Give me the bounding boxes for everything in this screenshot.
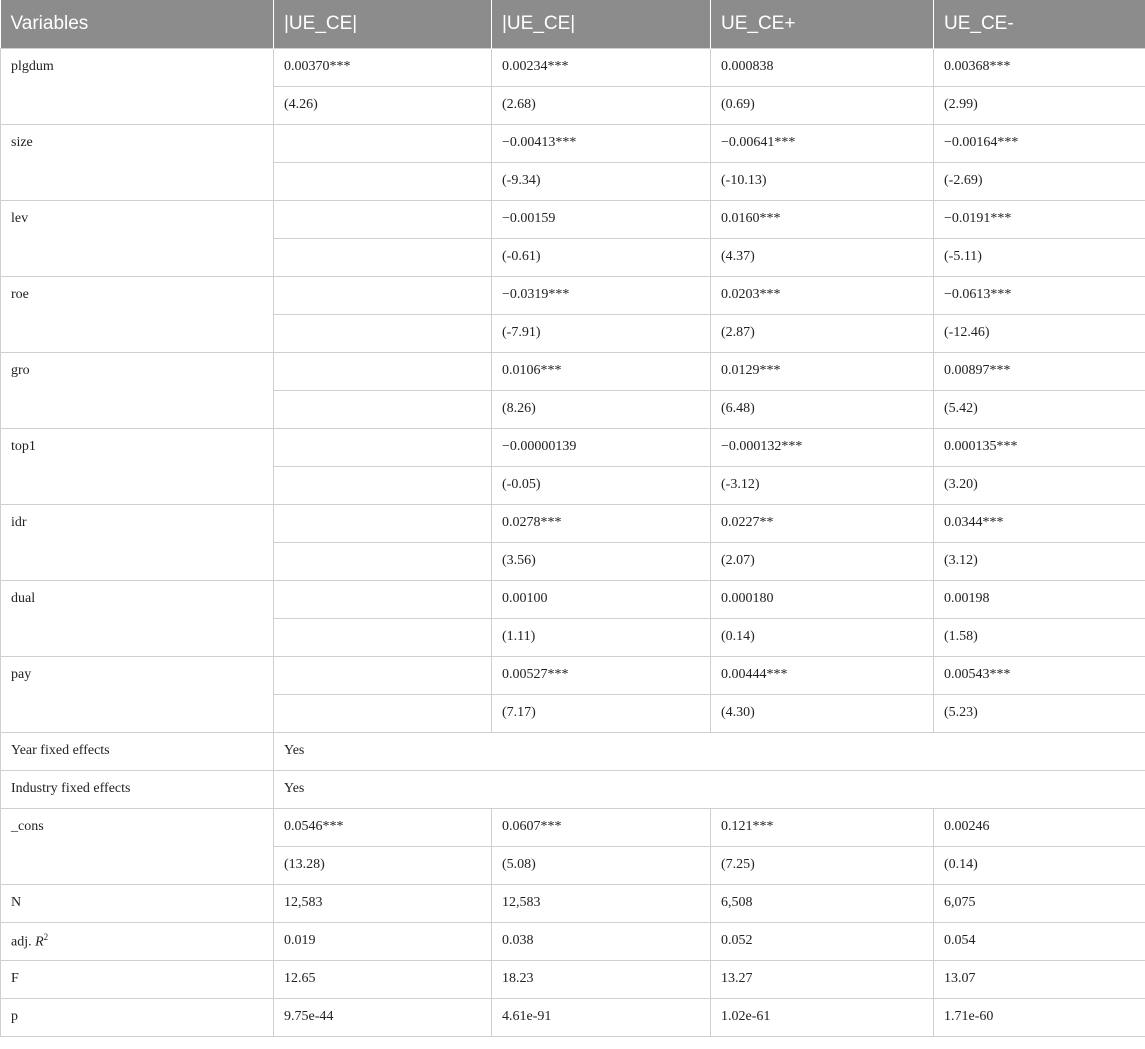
tstat-cell: (2.68) [492,86,711,124]
tstat-cell [274,618,492,656]
coef-cell: 0.00246 [934,808,1145,846]
coef-cell: −0.00164*** [934,124,1145,162]
coef-cell: 0.00897*** [934,352,1145,390]
variable-name: lev [1,200,274,276]
tstat-cell: (2.87) [711,314,934,352]
coef-cell [274,200,492,238]
stat-label: N [1,884,274,922]
coef-cell: 0.0344*** [934,504,1145,542]
tstat-cell: (-3.12) [711,466,934,504]
tstat-cell [274,694,492,732]
coef-cell: 0.00100 [492,580,711,618]
fixed-effects-label: Year fixed effects [1,732,274,770]
header-col-2: |UE_CE| [492,0,711,48]
coef-row [1,428,1145,466]
coef-cell [274,656,492,694]
header-col-1: |UE_CE| [274,0,492,48]
variable-name: gro [1,352,274,428]
tstat-cell [274,162,492,200]
tstat-cell: (0.69) [711,86,934,124]
coef-row [1,48,1145,86]
header-col-4: UE_CE- [934,0,1145,48]
tstat-cell [274,542,492,580]
coef-cell: −0.0613*** [934,276,1145,314]
tstat-cell: (13.28) [274,846,492,884]
coef-cell [274,580,492,618]
stat-cell: 4.61e-91 [492,998,711,1036]
stat-cell: 1.71e-60 [934,998,1145,1036]
tstat-cell: (-2.69) [934,162,1145,200]
coef-cell: 0.0278*** [492,504,711,542]
coef-row [1,124,1145,162]
stat-cell: 13.07 [934,960,1145,998]
tstat-cell: (5.42) [934,390,1145,428]
coef-cell: 0.000135*** [934,428,1145,466]
variable-name: idr [1,504,274,580]
tstat-cell: (5.08) [492,846,711,884]
stat-cell: 0.038 [492,922,711,960]
cons-row [1,808,1145,846]
stat-cell: 0.052 [711,922,934,960]
tstat-cell: (2.99) [934,86,1145,124]
variable-name: roe [1,276,274,352]
stat-label: p [1,998,274,1036]
coef-cell: 0.00370*** [274,48,492,86]
coef-row [1,580,1145,618]
tstat-cell: (-12.46) [934,314,1145,352]
stat-row-p [1,998,1145,1036]
fixed-effects-value: Yes [274,732,1145,770]
variable-name: plgdum [1,48,274,124]
tstat-cell: (7.25) [711,846,934,884]
table-body [1,48,1145,1036]
coef-cell: 0.0546*** [274,808,492,846]
coef-cell: 0.00368*** [934,48,1145,86]
tstat-cell: (-0.61) [492,238,711,276]
coef-cell: 0.0607*** [492,808,711,846]
tstat-cell: (-0.05) [492,466,711,504]
stat-label [1,922,274,960]
coef-cell: 0.0106*** [492,352,711,390]
coef-row [1,656,1145,694]
coef-cell [274,124,492,162]
coef-cell: 0.121*** [711,808,934,846]
tstat-cell: (0.14) [711,618,934,656]
coef-cell: 0.00444*** [711,656,934,694]
stat-cell: 0.019 [274,922,492,960]
coef-row [1,200,1145,238]
coef-row [1,352,1145,390]
tstat-cell [274,314,492,352]
coef-cell [274,428,492,466]
coef-cell: 0.0203*** [711,276,934,314]
coef-cell: 0.0160*** [711,200,934,238]
coef-cell: 0.000838 [711,48,934,86]
stat-label: F [1,960,274,998]
coef-cell [274,352,492,390]
coef-cell: −0.00413*** [492,124,711,162]
stat-cell: 6,075 [934,884,1145,922]
coef-cell [274,276,492,314]
tstat-cell [274,466,492,504]
stat-cell: 12.65 [274,960,492,998]
stat-cell: 18.23 [492,960,711,998]
tstat-cell: (4.26) [274,86,492,124]
coef-cell: 0.0227** [711,504,934,542]
stat-cell: 6,508 [711,884,934,922]
tstat-cell: (4.37) [711,238,934,276]
tstat-cell: (6.48) [711,390,934,428]
tstat-cell: (0.14) [934,846,1145,884]
coef-row [1,276,1145,314]
superscript-2: 2 [43,931,49,942]
coef-row [1,504,1145,542]
stat-row-f [1,960,1145,998]
tstat-cell: (-5.11) [934,238,1145,276]
coef-cell: −0.00159 [492,200,711,238]
variable-name: _cons [1,808,274,884]
tstat-cell: (3.56) [492,542,711,580]
fixed-effects-row [1,732,1145,770]
tstat-cell: (3.20) [934,466,1145,504]
coef-cell: −0.0319*** [492,276,711,314]
tstat-cell: (7.17) [492,694,711,732]
stat-cell: 1.02e-61 [711,998,934,1036]
variable-name: pay [1,656,274,732]
r-symbol: R [35,934,44,950]
stat-cell: 0.054 [934,922,1145,960]
stat-cell: 9.75e-44 [274,998,492,1036]
coef-cell: −0.0191*** [934,200,1145,238]
coef-cell: 0.000180 [711,580,934,618]
tstat-cell: (1.11) [492,618,711,656]
variable-name: top1 [1,428,274,504]
adj-r-label: adj. R [11,934,44,950]
header-col-3: UE_CE+ [711,0,934,48]
stat-cell: 13.27 [711,960,934,998]
tstat-cell [274,390,492,428]
fixed-effects-value: Yes [274,770,1145,808]
coef-cell: 0.00198 [934,580,1145,618]
header-variables: Variables [1,0,274,48]
fixed-effects-label: Industry fixed effects [1,770,274,808]
fixed-effects-row [1,770,1145,808]
coef-cell: −0.00641*** [711,124,934,162]
stat-cell: 12,583 [274,884,492,922]
variable-name: dual [1,580,274,656]
variable-name: size [1,124,274,200]
coef-cell: 0.00543*** [934,656,1145,694]
stat-cell: 12,583 [492,884,711,922]
coef-cell: −0.000132*** [711,428,934,466]
coef-cell: 0.0129*** [711,352,934,390]
coef-cell: 0.00234*** [492,48,711,86]
tstat-cell: (2.07) [711,542,934,580]
tstat-cell: (-7.91) [492,314,711,352]
tstat-cell: (8.26) [492,390,711,428]
stat-row-adj-r2 [1,922,1145,960]
tstat-cell: (-9.34) [492,162,711,200]
coef-cell: −0.00000139 [492,428,711,466]
tstat-cell: (1.58) [934,618,1145,656]
coef-cell: 0.00527*** [492,656,711,694]
tstat-cell: (-10.13) [711,162,934,200]
tstat-cell: (3.12) [934,542,1145,580]
tstat-cell [274,238,492,276]
tstat-cell: (5.23) [934,694,1145,732]
stat-row-n [1,884,1145,922]
coef-cell [274,504,492,542]
tstat-cell: (4.30) [711,694,934,732]
header-row [1,0,1145,48]
